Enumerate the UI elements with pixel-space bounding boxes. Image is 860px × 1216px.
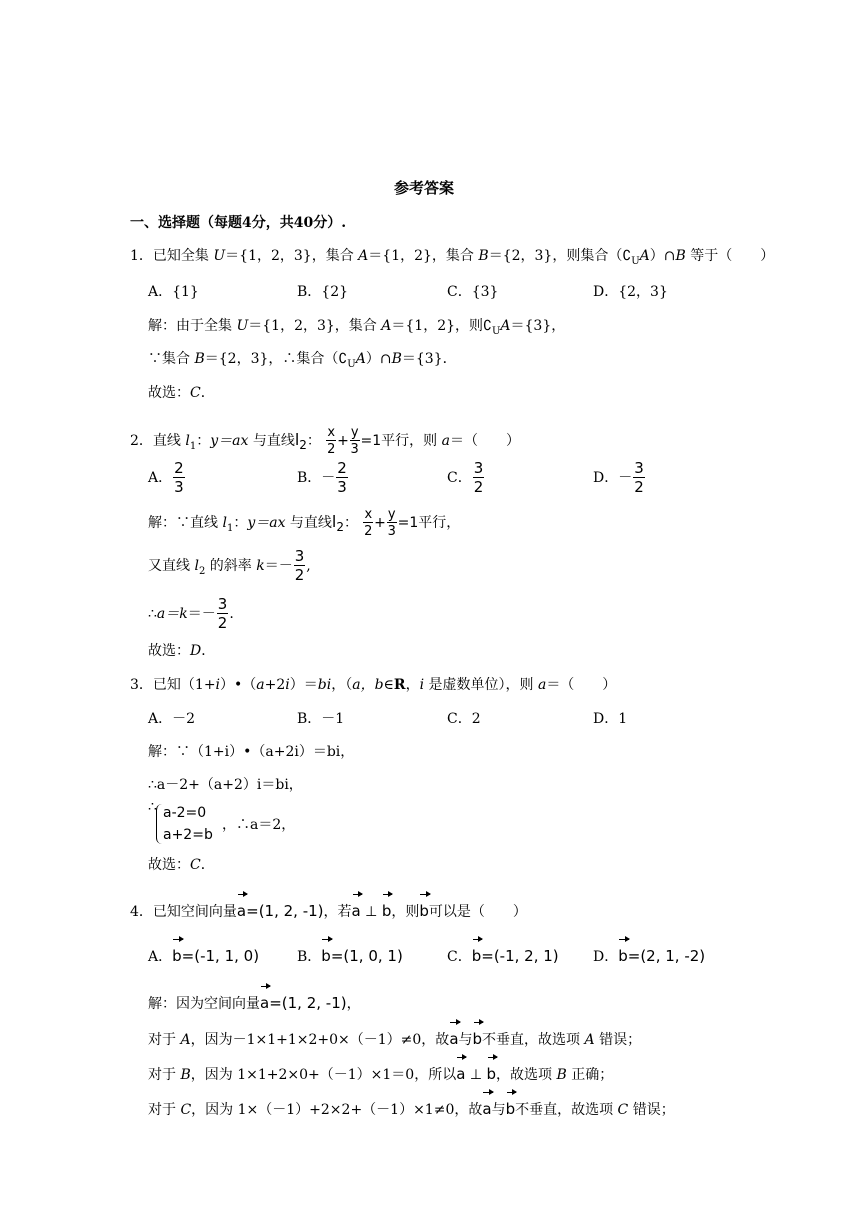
q2-frac-x: $\frac{x}{2}$ xyxy=(327,425,336,457)
q1-stem: 1．已知全集 U＝{1，2，3}，集合 A＝{1，2}，集合 B＝{2，3}，则集合$(∁_UA)\cap B$ 等于（ ） xyxy=(130,248,775,267)
section-heading: 一、选择题（每题4分，共40分）. xyxy=(130,215,347,231)
q3-solution-line2: ∴a－2+（a+2）i＝bi， xyxy=(148,777,303,793)
q3-option-c: C．2 xyxy=(447,711,481,727)
q2-solution-line2: 又直线 $l_2$ 的斜率 k＝－ $\frac{3}{2}$ , xyxy=(148,547,311,584)
q2-option-b: B．－ $\frac{2}{3}$ xyxy=(297,459,347,496)
q3-answer: 故选：C． xyxy=(148,857,215,873)
q2-option-c: C． $\frac{3}{2}$ xyxy=(447,459,484,496)
q1-option-c: C．{3} xyxy=(447,284,499,300)
q1-option-b: B．{2} xyxy=(297,284,349,300)
q4-stem: 4．已知空间向量a=(1, 2, -1)，若a ⊥ b，则b可以是（ ） xyxy=(130,892,527,925)
vector-a-symbol: a xyxy=(237,892,246,924)
q1-solution-line2: ∵集合 B＝{2，3}，∴集合$(∁_UA)\cap B=\{3\}$． xyxy=(148,351,457,370)
q4-option-b: B．b=(1, 0, 1) xyxy=(297,937,403,970)
q3-system-eq1: a-2=0 xyxy=(163,805,207,821)
q3-option-a: A．－2 xyxy=(148,711,196,727)
q2-frac-y: $\frac{y}{3}$ xyxy=(350,425,359,457)
q4-solution-a: 对于 A，因为－1×1+1×2+0×（－1）≠0，故a与b不垂直，故选项 A 错误； xyxy=(148,1020,641,1053)
q4-option-a: A．b=(-1, 1, 0) xyxy=(148,937,259,970)
page-title: 参考答案 xyxy=(394,179,455,197)
q3-stem: 3．已知（1+i）•（a+2i）＝bi，（a，b∈R，i 是虚数单位），则 a＝（ ） xyxy=(130,677,617,693)
q4-solution-c: 对于 C，因为 1×（－1）+2×2+（－1）×1≠0，故a与b不垂直，故选项 C 错误； xyxy=(148,1090,675,1123)
q1-option-a: A．{1} xyxy=(148,284,199,300)
q2-option-a: A． $\frac{2}{3}$ xyxy=(148,459,184,496)
q2-solution-line3: ∴a＝k＝－ $\frac{3}{2}$ . xyxy=(148,595,234,632)
q3-solution-line1: 解：∵（1+i）•（a+2i）＝bi， xyxy=(148,744,355,760)
q1-solution-line1: 解：由于全集 U＝{1，2，3}，集合 A＝{1，2}，则$∁_UA=\{3\}$， xyxy=(148,318,566,337)
q1-answer: 故选：C． xyxy=(148,385,215,401)
q3-option-b: B．－1 xyxy=(297,711,345,727)
q3-therefore: ∴ xyxy=(148,799,157,815)
q2-option-d: D．－ $\frac{3}{2}$ xyxy=(593,459,644,496)
q3-option-d: D．1 xyxy=(593,711,628,727)
q3-system-tail: ，∴a＝2， xyxy=(222,817,296,833)
q2-answer: 故选：D． xyxy=(148,643,216,659)
q4-solution-b: 对于 B，因为 1×1+2×0+（－1）×1＝0，所以a ⊥ b，故选项 B 正确； xyxy=(148,1055,613,1088)
q3-system-eq2: a+2=b xyxy=(163,827,213,843)
q4-option-c: C．b=(-1, 2, 1) xyxy=(447,937,559,970)
q1-option-d: D．{2，3} xyxy=(593,284,668,300)
q2-solution-line1: 解：∵直线 $l_1$：y＝ax 与直线$l_2$： $\frac{x}{2}$ + $\frac{y}{3}$ =1平行， xyxy=(148,507,461,539)
q4-solution-line0: 解：因为空间向量a=(1, 2, -1)， xyxy=(148,984,361,1017)
q2-stem: 2．直线 $l_1$：y＝ax 与直线$l_2$： $\frac{x}{2}$ + $\frac{y}{3}$ =1平行，则 a＝（ ） xyxy=(130,425,520,457)
vector-b-symbol: b xyxy=(382,892,392,924)
q4-option-d: D．b=(2, 1, -2) xyxy=(593,937,705,970)
